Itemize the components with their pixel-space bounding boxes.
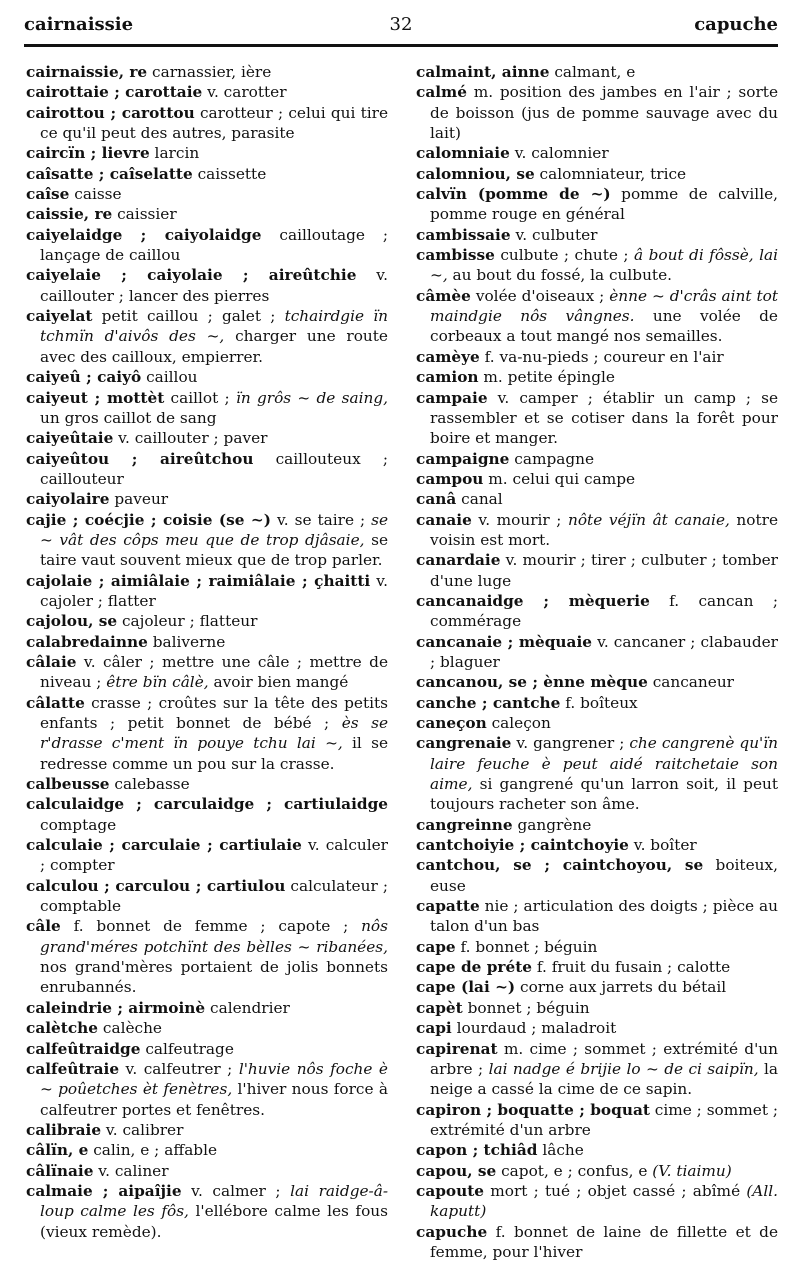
dictionary-entry: [416, 957, 778, 977]
dictionary-entry: [26, 652, 388, 693]
entry-definition: calomniateur, trice: [534, 164, 687, 183]
entry-headword: cantchoiyie ; caintchoyie: [416, 836, 629, 855]
entry-headword: cangreinne: [416, 815, 513, 834]
entry-definition: v. calculer ; compter: [40, 836, 388, 875]
entry-headword: calomniou, se: [416, 164, 535, 183]
entry-definition: cime ; sommet ; extrémité d'un arbre: [430, 1100, 778, 1139]
entry-definition: v. cancaner ; clabauder ; blaguer: [430, 632, 778, 671]
entry-headword: cajolaie ; aimiâlaie ; raimiâlaie ; çhaitti: [26, 571, 371, 590]
entry-example: nôs grand'méres potchïnt des bèlles ~ ribanées,: [40, 917, 388, 956]
entry-definition: gangrène: [512, 815, 592, 834]
entry-headword: capon ; tchiâd: [416, 1141, 538, 1160]
entry-definition: lourdaud ; maladroit: [451, 1019, 617, 1038]
entry-definition: carnassier, ière: [147, 63, 272, 81]
entry-headword: cape: [416, 937, 456, 956]
dictionary-entry: [26, 449, 388, 490]
page-header: [24, 14, 778, 42]
dictionary-entry: [416, 591, 778, 632]
entry-definition: caleçon: [486, 714, 551, 732]
entry-headword: cancanou, se ; ènne mèque: [416, 673, 648, 692]
entry-headword: cairottou ; carottou: [26, 103, 195, 122]
dictionary-entry: [26, 1039, 388, 1059]
entry-headword: caleindrie ; airmoinè: [26, 998, 206, 1017]
dictionary-entry: [26, 835, 388, 876]
entry-definition: caissette: [192, 164, 267, 183]
entry-definition: f. fruit du fusain ; calotte: [532, 958, 731, 977]
entry-definition: campagne: [509, 449, 595, 468]
entry-definition: capot, e ; confus, e: [496, 1161, 653, 1180]
dictionary-entry: [416, 1100, 778, 1141]
dictionary-entry: [26, 306, 388, 367]
entry-translation: il se redresse comme un pou sur la crasse.: [40, 734, 388, 773]
dictionary-entry: [26, 916, 388, 997]
entry-definition: caillot ;: [164, 388, 236, 407]
dictionary-entry: [26, 225, 388, 266]
entry-headword: capèt: [416, 998, 463, 1017]
entry-translation: la neige a cassé la cime de ce sapin.: [430, 1059, 778, 1099]
entry-definition: cancaneur: [647, 673, 734, 692]
entry-example: ïn grôs ~ de saing,: [235, 388, 388, 407]
dictionary-entry: [26, 1059, 388, 1120]
entry-example: l'huvie nôs foche è ~ poûetches èt fenètres,: [40, 1059, 388, 1099]
dictionary-entry: [416, 1222, 778, 1262]
entry-definition: v. calibrer: [101, 1120, 184, 1139]
entry-translation: avoir bien mangé: [208, 673, 349, 692]
entry-definition: calin, e ; affable: [88, 1141, 218, 1160]
entry-definition: calmant, e: [549, 63, 636, 81]
entry-definition: canal: [456, 490, 503, 509]
entry-headword: caîse: [26, 185, 70, 204]
entry-example: nôte véjïn ât canaie,: [568, 510, 730, 529]
dictionary-entry: [416, 855, 778, 896]
entry-definition: cajoleur ; flatteur: [117, 612, 258, 631]
dictionary-entry: [416, 225, 778, 245]
dictionary-entry: [26, 367, 388, 387]
entry-headword: calabredainne: [26, 632, 148, 651]
dictionary-entry: [26, 876, 388, 917]
entry-headword: caiyeû ; caiyô: [26, 368, 142, 387]
entry-definition: v. carotter: [202, 83, 287, 102]
entry-example: â bout di fôssè, lai ~,: [430, 246, 778, 285]
dictionary-entry: [26, 510, 388, 571]
entry-headword: calfeûtraie: [26, 1059, 120, 1078]
entry-definition: m. celui qui campe: [483, 469, 636, 488]
dictionary-entry: [416, 489, 778, 509]
entry-headword: campaie: [416, 388, 488, 407]
dictionary-entry: [416, 184, 778, 225]
entry-translation: charger une route avec des cailloux, empierrer.: [40, 327, 388, 366]
entry-definition: paveur: [109, 490, 169, 509]
entry-definition: cailloutage ; lançage de caillou: [40, 225, 389, 265]
dictionary-entry: [26, 143, 388, 163]
entry-headword: capuche: [416, 1222, 488, 1241]
entry-headword: cambisse: [416, 246, 495, 265]
dictionary-entry: [26, 632, 388, 652]
entry-definition: caisse: [69, 185, 122, 204]
entry-headword: calculaidge ; carculaidge ; cartiulaidge: [26, 795, 388, 814]
dictionary-entry: [416, 245, 778, 286]
dictionary-entry: [416, 347, 778, 367]
entry-translation: si gangrené qu'un larron soit, il peut toujours racheter son âme.: [430, 775, 778, 814]
dictionary-entry: [416, 1161, 778, 1181]
dictionary-entry: [416, 632, 778, 673]
entry-definition: v. culbuter: [510, 225, 598, 244]
entry-headword: capirenat: [416, 1039, 498, 1058]
entry-definition: corne aux jarrets du bétail: [515, 978, 727, 997]
entry-definition: baliverne: [147, 632, 226, 651]
entry-headword: cambissaie: [416, 225, 511, 244]
dictionary-entry: [416, 1140, 778, 1160]
dictionary-entry: [26, 1140, 388, 1160]
entry-headword: canardaie: [416, 551, 501, 570]
dictionary-entry: [416, 82, 778, 143]
dictionary-entry: [416, 367, 778, 387]
dictionary-entry: [416, 977, 778, 997]
entry-headword: calmaint, ainne: [416, 63, 550, 81]
entry-definition: v. camper ; établir un camp ; se rassembler et se cotiser dans la forêt pour boire et manger.: [430, 388, 778, 448]
entry-definition: pomme de calville, pomme rouge en général: [430, 185, 778, 224]
entry-headword: calètche: [26, 1019, 99, 1038]
entry-headword: cancanaidge ; mèquerie: [416, 591, 650, 610]
dictionary-entry: [416, 733, 778, 814]
entry-headword: caiyelaidge ; caiyolaidge: [26, 225, 262, 244]
entry-headword: campaigne: [416, 449, 510, 468]
dictionary-entry: [416, 1039, 778, 1100]
dictionary-entry: [26, 693, 388, 774]
entry-headword: caissie, re: [26, 205, 113, 224]
entry-definition: v. calmer ;: [181, 1181, 291, 1200]
entry-headword: câlaie: [26, 652, 77, 671]
entry-definition: v. boîter: [628, 836, 697, 855]
entry-definition: calèche: [98, 1019, 162, 1038]
dictionary-entry: [416, 998, 778, 1018]
entry-headword: caîsatte ; caîselatte: [26, 164, 193, 183]
entry-translation: nos grand'mères portaient de jolis bonnets enrubannés.: [40, 958, 388, 997]
dictionary-entry: [26, 998, 388, 1018]
entry-definition: v. câler ; mettre une câle ; mettre de niveau ;: [40, 652, 388, 692]
entry-headword: capoute: [416, 1181, 485, 1200]
entry-example: tchairdgie ïn tchmïn d'aivôs des ~,: [40, 307, 388, 346]
entry-definition: f. cancan ; commérage: [430, 591, 778, 631]
dictionary-entry: [26, 774, 388, 794]
entry-headword: câlïn, e: [26, 1141, 89, 1160]
entry-example: être bïn câlè,: [106, 673, 209, 692]
header-last-word: capuche: [694, 14, 778, 35]
entry-headword: câlatte: [26, 693, 85, 712]
dictionary-entry: [416, 550, 778, 591]
entry-headword: campou: [416, 469, 484, 488]
dictionary-entry: [416, 713, 778, 733]
entry-headword: cape de préte: [416, 958, 533, 977]
entry-headword: cairottaie ; carottaie: [26, 83, 203, 102]
header-first-word: cairnaissie: [24, 14, 134, 35]
dictionary-entry: [416, 286, 778, 347]
entry-headword: canâ: [416, 490, 457, 509]
entry-definition: crasse ; croûtes sur la tête des petits enfants ; petit bonnet de bébé ;: [40, 693, 388, 732]
entry-example: (All. kaputt): [430, 1181, 778, 1221]
entry-example: se ~ vât des côps meu que de trop djâsaie,: [40, 510, 388, 549]
dictionary-entry: [416, 896, 778, 937]
dictionary-entry: [26, 489, 388, 509]
header-rule: [24, 44, 778, 47]
dictionary-entry: [416, 937, 778, 957]
entry-definition: v. gangrener ;: [511, 734, 630, 753]
entry-translation: notre voisin est mort.: [430, 510, 779, 549]
entry-example: lai nadge é brijie lo ~ de ci saipïn,: [488, 1059, 759, 1078]
dictionary-entry: [26, 388, 388, 429]
entry-headword: cajolou, se: [26, 612, 118, 631]
dictionary-entry: [416, 449, 778, 469]
right-column: [416, 62, 778, 1262]
entry-headword: calculou ; carculou ; cartiulou: [26, 876, 286, 895]
entry-definition: f. boîteux: [560, 693, 638, 712]
entry-definition: calendrier: [205, 998, 290, 1017]
dictionary-entry: [26, 82, 388, 102]
dictionary-entry: [26, 204, 388, 224]
entry-definition: volée d'oiseaux ;: [470, 286, 610, 305]
entry-definition: caillou: [141, 368, 198, 387]
entry-definition: larcin: [149, 144, 200, 163]
entry-headword: capiron ; boquatte ; boquat: [416, 1100, 650, 1119]
page-number: 32: [389, 14, 413, 35]
entry-example: (V. tiaimu): [652, 1161, 732, 1180]
dictionary-entry: [416, 835, 778, 855]
entry-definition: m. petite épingle: [478, 368, 615, 387]
dictionary-entry: [26, 794, 388, 835]
entry-definition: m. position des jambes en l'air ; sorte de boisson (jus de pomme sauvage avec du lait): [430, 83, 778, 143]
entry-headword: camion: [416, 368, 479, 387]
dictionary-entry: [26, 184, 388, 204]
entry-definition: f. va-nu-pieds ; coureur en l'air: [479, 347, 724, 366]
dictionary-entry: [26, 428, 388, 448]
entry-translation: se taire vaut souvent mieux que de trop parler.: [40, 530, 389, 570]
entry-definition: calculateur ; comptable: [40, 876, 388, 916]
dictionary-entry: [26, 1161, 388, 1181]
entry-headword: câle: [26, 917, 61, 936]
entry-headword: cairnaissie, re: [26, 63, 148, 81]
dictionary-entry: [416, 815, 778, 835]
entry-headword: calbeusse: [26, 775, 110, 794]
entry-translation: un gros caillot de sang: [40, 408, 217, 427]
dictionary-entry: [26, 1120, 388, 1140]
entry-headword: camèye: [416, 347, 480, 366]
entry-headword: canche ; cantche: [416, 693, 561, 712]
entry-definition: v. se taire ;: [270, 510, 372, 529]
entry-definition: v. caillouter ; paver: [113, 429, 268, 448]
entry-definition: carotteur ; celui qui tire ce qu'il peut des autres, parasite: [40, 103, 388, 143]
entry-headword: cape (lai ~): [416, 978, 516, 997]
entry-headword: calvïn (pomme de ~): [416, 185, 611, 204]
left-column: [26, 62, 388, 1242]
dictionary-entry: [416, 672, 778, 692]
dictionary-entry: [26, 1181, 388, 1242]
dictionary-entry: [26, 164, 388, 184]
dictionary-entry: [26, 103, 388, 144]
entry-definition: v. mourir ;: [471, 510, 568, 529]
entry-headword: calomniaie: [416, 144, 510, 163]
entry-example: che cangrenè qu'ïn laire feuche è peut aidé raitchetaie son aime,: [430, 734, 778, 794]
entry-definition: f. bonnet ; béguin: [455, 937, 598, 956]
entry-definition: lâche: [537, 1141, 584, 1160]
entry-headword: caiyeûtaie: [26, 429, 114, 448]
entry-definition: v. caliner: [93, 1161, 169, 1180]
entry-example: ènne ~ d'crâs aint tot maindgie nôs vângnes.: [430, 286, 778, 326]
entry-headword: caiyeûtou ; aireûtchou: [26, 449, 254, 468]
entry-definition: v. caillouter ; lancer des pierres: [40, 266, 388, 305]
dictionary-entry: [416, 469, 778, 489]
entry-translation: l'ellébore calme les fous (vieux remède).: [40, 1202, 388, 1241]
entry-headword: capatte: [416, 897, 480, 916]
entry-definition: petit caillou ; galet ;: [92, 307, 285, 326]
dictionary-entry: [416, 388, 778, 449]
entry-headword: calibraie: [26, 1120, 102, 1139]
dictionary-entry: [416, 1018, 778, 1038]
entry-headword: caiyelat: [26, 307, 93, 326]
entry-definition: v. cajoler ; flatter: [40, 571, 388, 610]
entry-headword: cantchou, se ; caintchoyou, se: [416, 856, 704, 875]
entry-headword: caiyeut ; mottèt: [26, 388, 165, 407]
dictionary-entry: [416, 164, 778, 184]
entry-definition: calebasse: [109, 775, 190, 794]
entry-definition: v. calfeutrer ;: [119, 1059, 239, 1078]
entry-headword: capi: [416, 1019, 452, 1038]
entry-definition: f. bonnet de laine de fillette et de femme, pour l'hiver: [430, 1222, 778, 1261]
entry-example: lai raidge-â-loup calme les fôs,: [40, 1181, 389, 1221]
entry-headword: calmaie ; aipaîjie: [26, 1181, 182, 1200]
entry-headword: cajie ; coécjie ; coisie (se ~): [26, 510, 271, 529]
entry-translation: une volée de corbeaux a tout mangé nos semailles.: [430, 307, 778, 346]
entry-headword: calfeûtraidge: [26, 1039, 141, 1058]
entry-definition: comptage: [40, 815, 117, 834]
dictionary-entry: [416, 693, 778, 713]
entry-headword: caneçon: [416, 714, 487, 732]
dictionary-entry: [416, 510, 778, 551]
entry-definition: culbute ; chute ;: [494, 246, 635, 265]
entry-definition: f. bonnet de femme ; capote ;: [60, 917, 362, 936]
entry-headword: câmèe: [416, 286, 471, 305]
entry-definition: v. mourir ; tirer ; culbuter ; tomber d'une luge: [430, 551, 778, 590]
entry-headword: canaie: [416, 510, 472, 529]
dictionary-entry: [26, 571, 388, 612]
entry-definition: bonnet ; béguin: [462, 998, 590, 1017]
entry-headword: calmé: [416, 83, 467, 102]
dictionary-entry: [416, 1181, 778, 1222]
dictionary-entry: [26, 62, 388, 82]
dictionary-entry: [26, 265, 388, 306]
entry-headword: câlïnaie: [26, 1161, 94, 1180]
entry-definition: caillouteux ; caillouteur: [40, 449, 388, 488]
entry-definition: mort ; tué ; objet cassé ; abîmé: [484, 1181, 747, 1200]
entry-headword: caiyelaie ; caiyolaie ; aireûtchie: [26, 266, 357, 285]
entry-definition: v. calomnier: [509, 144, 609, 163]
entry-headword: cancanaie ; mèquaie: [416, 632, 593, 651]
entry-example: ès se r'drasse c'ment ïn pouye tchu lai ~,: [40, 714, 388, 753]
entry-headword: cangrenaie: [416, 734, 512, 753]
entry-definition: m. cime ; sommet ; extrémité d'un arbre ;: [430, 1039, 778, 1078]
entry-definition: nie ; articulation des doigts ; pièce au talon d'un bas: [430, 897, 778, 936]
entry-definition: calfeutrage: [140, 1039, 234, 1058]
entry-headword: capou, se: [416, 1161, 497, 1180]
entry-headword: caircïn ; lievre: [26, 144, 150, 163]
entry-translation: au bout du fossé, la culbute.: [447, 266, 672, 285]
dictionary-entry: [416, 62, 778, 82]
dictionary-entry: [416, 143, 778, 163]
dictionary-entry: [26, 611, 388, 631]
entry-headword: caiyolaire: [26, 490, 110, 509]
entry-headword: calculaie ; carculaie ; cartiulaie: [26, 836, 302, 855]
dictionary-entry: [26, 1018, 388, 1038]
entry-definition: boiteux, euse: [430, 856, 778, 895]
entry-translation: l'hiver nous force à calfeutrer portes et fenêtres.: [40, 1080, 388, 1119]
entry-definition: caissier: [112, 205, 177, 224]
